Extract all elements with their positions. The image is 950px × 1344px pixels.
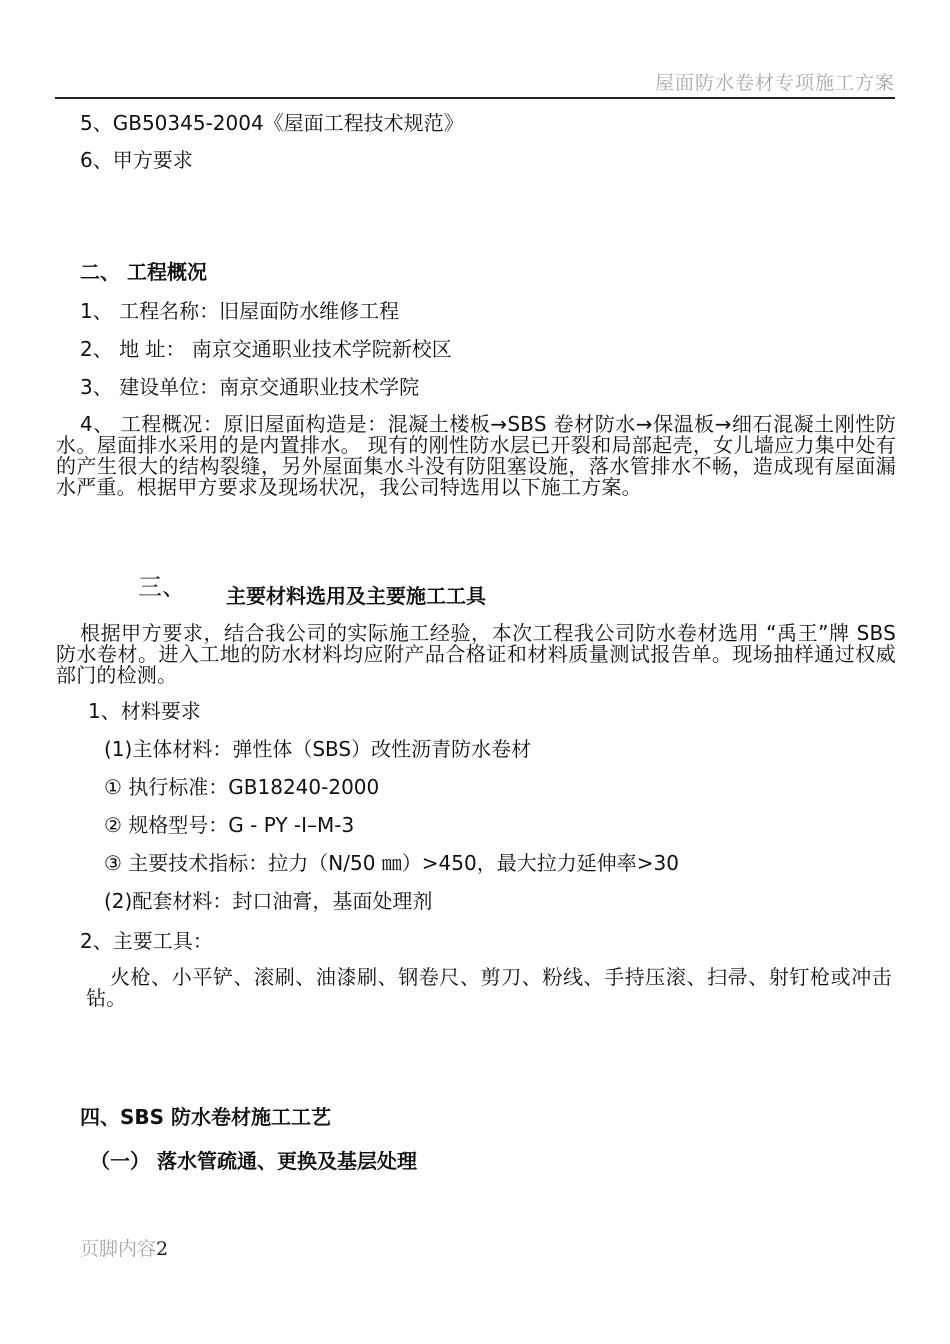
tools-list: 火枪、小平铲、滚刷、油漆刷、钢卷尺、剪刀、粉线、手持压滚、扫帚、射钉枪或冲击钻。: [86, 965, 892, 1010]
project-overview: 4、 工程概况：原旧屋面构造是：混凝土楼板→SBS 卷材防水→保温板→细石混凝土刚性防水。屋面排水采用的是内置排水。 现有的刚性防水层已开裂和局部起壳，女儿墙应力集中处有的产生很大的结构裂缝，另外屋面集水斗没有防阻塞设施，落水管排水不畅，造成现有屋面漏水严重。根据甲方要求及现场状况，我公司特选用以下施工方案。: [56, 412, 896, 499]
header-divider: [55, 97, 895, 99]
footer: [80, 1234, 168, 1261]
project-address: 2、 地 址： 南京交通职业技术学院新校区: [80, 337, 452, 361]
project-owner: 3、 建设单位：南京交通职业技术学院: [80, 375, 420, 399]
model-spec: ② 规格型号：G - PY -I–M-3: [104, 813, 355, 837]
ref-item-5: 5、GB50345-2004《屋面工程技术规范》: [80, 111, 464, 135]
footer-label: 页脚内容: [80, 1238, 157, 1260]
standard-spec: ① 执行标准：GB18240-2000: [104, 775, 380, 799]
ref-item-6: 6、甲方要求: [80, 148, 193, 172]
section-3-number: 三、: [138, 573, 186, 601]
aux-material: (2)配套材料：封口油膏，基面处理剂: [104, 889, 433, 913]
header-title: 屋面防水卷材专项施工方案: [654, 72, 895, 94]
section-3-heading: 主要材料选用及主要施工工具: [226, 584, 486, 608]
materials-title: 1、材料要求: [88, 699, 201, 723]
section-4-sub-1: （一） 落水管疏通、更换及基层处理: [90, 1149, 417, 1173]
material-intro: 根据甲方要求，结合我公司的实际施工经验，本次工程我公司防水卷材选用 “禹王”牌 SBS 防水卷材。进入工地的防水材料均应附产品合格证和材料质量测试报告单。现场抽样通过权威部门的检测。: [56, 621, 896, 687]
tools-title: 2、主要工具：: [80, 929, 213, 953]
main-material: (1)主体材料：弹性体（SBS）改性沥青防水卷材: [104, 737, 532, 761]
page-number: 2: [156, 1238, 169, 1260]
section-2-heading: 二、 工程概况: [80, 260, 207, 284]
section-4-heading: 四、SBS 防水卷材施工工艺: [80, 1105, 332, 1129]
project-name: 1、 工程名称：旧屋面防水维修工程: [80, 299, 400, 323]
tech-spec: ③ 主要技术指标：拉力（N/50 ㎜）>450，最大拉力延伸率>30: [104, 851, 679, 875]
